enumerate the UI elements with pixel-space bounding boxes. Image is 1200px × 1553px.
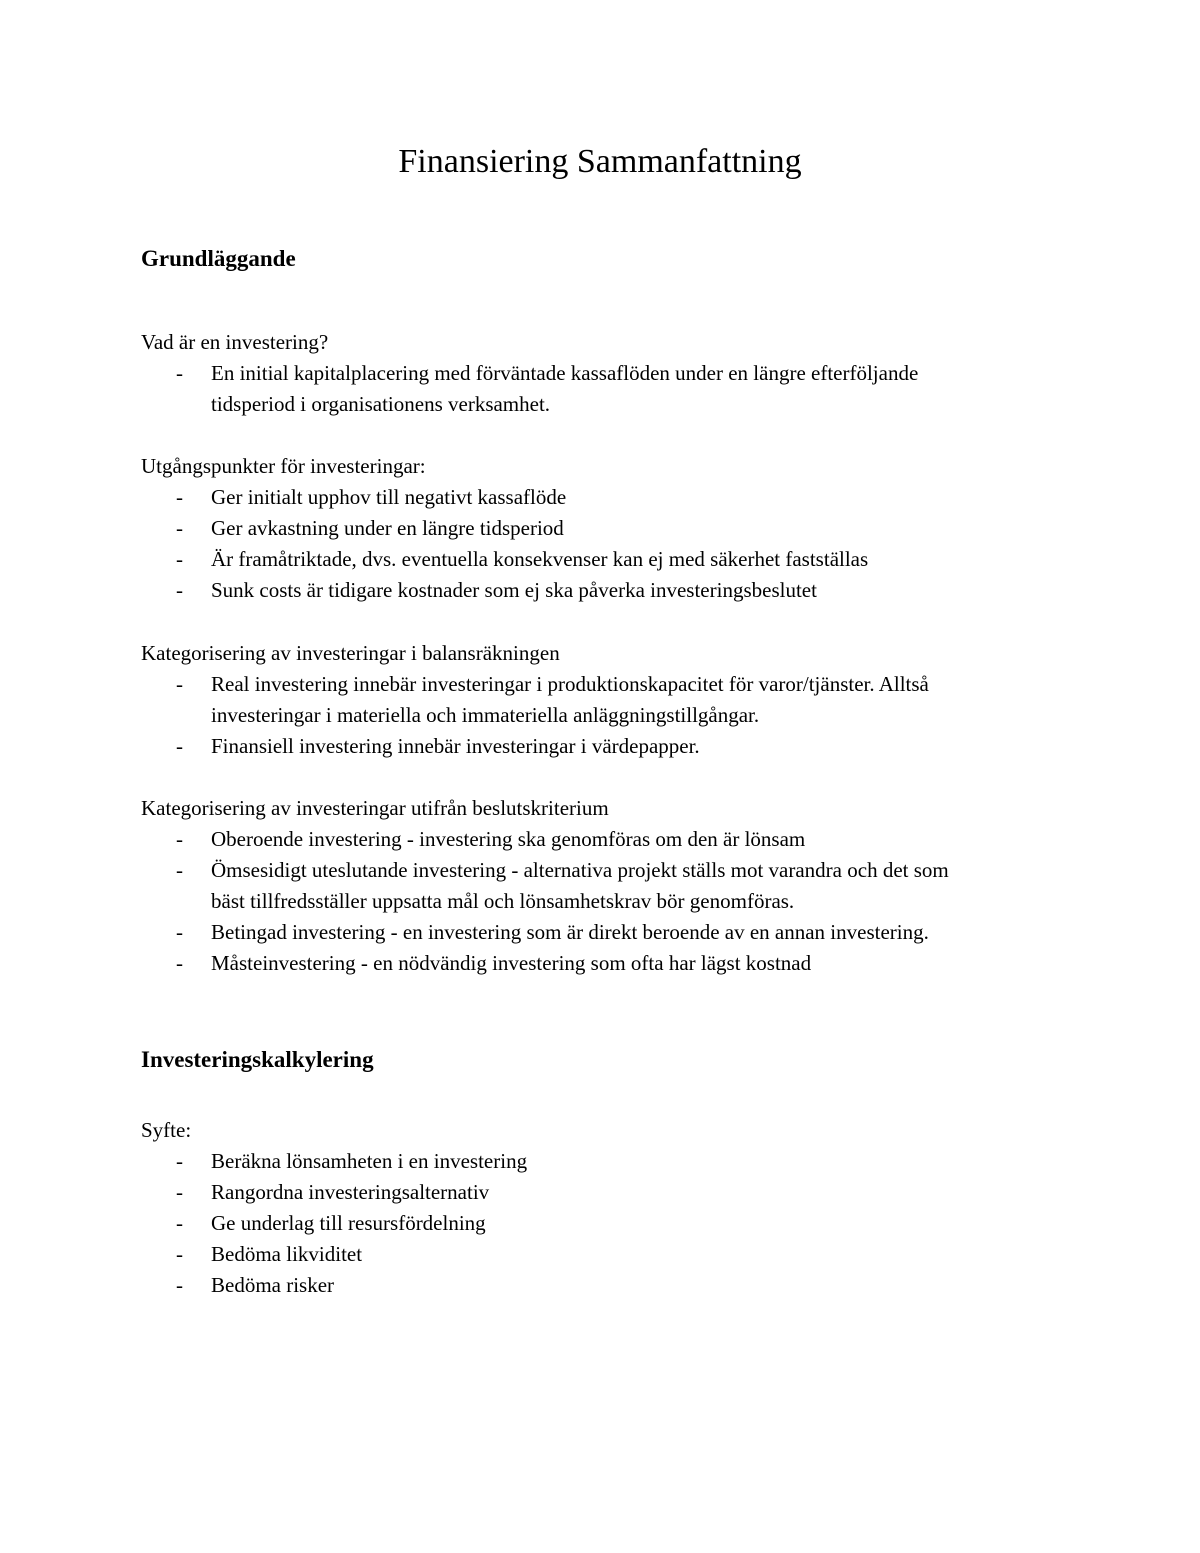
list-item-line: tidsperiod i organisationens verksamhet. <box>211 392 551 416</box>
list-item-line: Ge underlag till resursfördelning <box>211 1211 486 1235</box>
list-item-line: Måsteinvestering - en nödvändig investering som ofta har lägst kostnad <box>211 951 812 975</box>
list-item <box>141 855 1071 917</box>
list-item <box>141 731 1071 762</box>
dash-bullet: - <box>176 361 183 385</box>
list-item-line: En initial kapitalplacering med förväntade kassaflöden under en längre efterföljande <box>211 361 919 385</box>
list-item-line: Är framåtriktade, dvs. eventuella konsekvenser kan ej med säkerhet fastställas <box>211 547 869 571</box>
dash-bullet: - <box>176 516 183 540</box>
dash-bullet: - <box>176 1180 183 1204</box>
bullet-list <box>141 1146 1071 1301</box>
dash-bullet: - <box>176 734 183 758</box>
group-kategorisering-beslutskriterium <box>141 793 1071 979</box>
list-item <box>141 513 1071 544</box>
group-lead: Utgångspunkter för investeringar: <box>141 454 426 478</box>
group-lead: Kategorisering av investeringar i balansräkningen <box>141 641 560 665</box>
dash-bullet: - <box>176 547 183 571</box>
group-vad-ar-investering <box>141 327 1071 420</box>
list-item-line: Beräkna lönsamheten i en investering <box>211 1149 528 1173</box>
list-item <box>141 917 1071 948</box>
list-item <box>141 948 1071 979</box>
dash-bullet: - <box>176 1273 183 1297</box>
group-kategorisering-balansrakningen <box>141 638 1071 762</box>
list-item-line: Ömsesidigt uteslutande investering - alternativa projekt ställs mot varandra och det som <box>211 858 949 882</box>
list-item-line: Betingad investering - en investering som är direkt beroende av en annan investering. <box>211 920 929 944</box>
list-item <box>141 1239 1071 1270</box>
dash-bullet: - <box>176 1242 183 1266</box>
list-item-line: Oberoende investering - investering ska genomföras om den är lönsam <box>211 827 806 851</box>
bullet-list <box>141 669 1071 762</box>
list-item-line: Rangordna investeringsalternativ <box>211 1180 490 1204</box>
list-item <box>141 575 1071 606</box>
list-item-line: Real investering innebär investeringar i produktionskapacitet för varor/tjänster. Alltså <box>211 672 929 696</box>
list-item <box>141 669 1071 731</box>
dash-bullet: - <box>176 920 183 944</box>
list-item <box>141 1146 1071 1177</box>
list-item-line: investeringar i materiella och immateriella anläggningstillgångar. <box>211 703 760 727</box>
dash-bullet: - <box>176 1149 183 1173</box>
list-item-line: Sunk costs är tidigare kostnader som ej ska påverka investeringsbeslutet <box>211 578 817 602</box>
list-item-line: Ger initialt upphov till negativt kassaflöde <box>211 485 567 509</box>
list-item <box>141 544 1071 575</box>
list-item-line: Finansiell investering innebär investeringar i värdepapper. <box>211 734 700 758</box>
list-item <box>141 1177 1071 1208</box>
dash-bullet: - <box>176 858 183 882</box>
list-item <box>141 1208 1071 1239</box>
dash-bullet: - <box>176 827 183 851</box>
list-item <box>141 1270 1071 1301</box>
list-item-line: Bedöma likviditet <box>211 1242 363 1266</box>
dash-bullet: - <box>176 951 183 975</box>
group-syfte <box>141 1115 1071 1301</box>
document-title: Finansiering Sammanfattning <box>398 143 802 180</box>
list-item <box>141 358 1071 420</box>
bullet-list <box>141 824 1071 979</box>
list-item-line: bäst tillfredsställer uppsatta mål och lönsamhetskrav bör genomföras. <box>211 889 795 913</box>
dash-bullet: - <box>176 578 183 602</box>
group-utgangspunkter <box>141 451 1071 606</box>
list-item-line: Bedöma risker <box>211 1273 335 1297</box>
dash-bullet: - <box>176 672 183 696</box>
bullet-list <box>141 358 1071 420</box>
list-item <box>141 482 1071 513</box>
bullet-list <box>141 482 1071 606</box>
dash-bullet: - <box>176 485 183 509</box>
section-heading-grundlaggande: Grundläggande <box>141 246 296 271</box>
list-item <box>141 824 1071 855</box>
group-lead: Vad är en investering? <box>141 330 329 354</box>
group-lead: Syfte: <box>141 1118 192 1142</box>
dash-bullet: - <box>176 1211 183 1235</box>
section-heading-investeringskalkylering: Investeringskalkylering <box>141 1047 374 1072</box>
list-item-line: Ger avkastning under en längre tidsperiod <box>211 516 564 540</box>
group-lead: Kategorisering av investeringar utifrån beslutskriterium <box>141 796 609 820</box>
